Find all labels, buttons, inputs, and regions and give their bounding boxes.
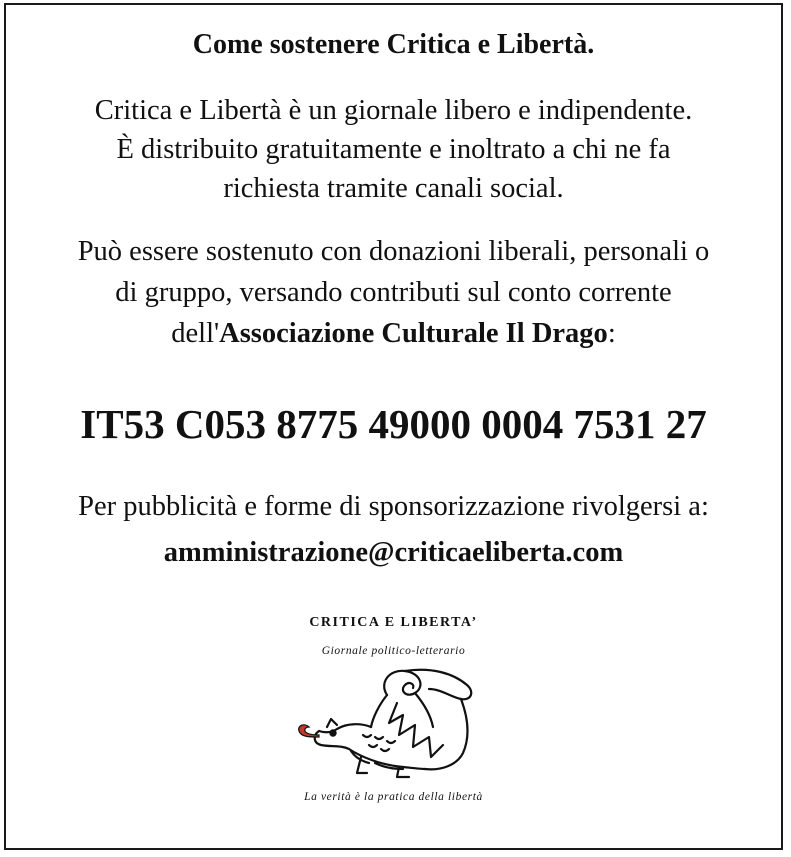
logo-motto: La verità è la pratica della libertà <box>304 791 483 803</box>
contact-email[interactable]: amministrazione@criticaeliberta.com <box>163 537 624 568</box>
page-title: Come sostenere Critica e Libertà. <box>192 29 595 60</box>
advertising-text: Per pubblicità e forme di sponsorizzazione rivolgersi a: <box>78 491 709 522</box>
logo-name: CRITICA E LIBERTA’ <box>309 615 478 630</box>
support-line-1: Può essere sostenuto con donazioni liberali, personali o <box>77 236 710 267</box>
support-paragraph <box>16 231 771 354</box>
support-notice-box <box>4 3 783 850</box>
intro-line-3: richiesta tramite canali social. <box>223 173 564 204</box>
support-line-3-prefix: dell' <box>171 318 220 349</box>
support-line-3 <box>16 313 771 354</box>
dragon-icon <box>291 665 481 780</box>
logo-subtitle: Giornale politico-letterario <box>321 645 466 657</box>
iban-code: IT53 C053 8775 49000 0004 7531 27 <box>80 401 707 447</box>
support-line-3-suffix: : <box>607 318 616 349</box>
intro-paragraph <box>26 91 761 208</box>
support-line-2: di gruppo, versando contributi sul conto corrente <box>115 277 672 308</box>
intro-line-1: Critica e Libertà è un giornale libero e indipendente. <box>94 95 693 126</box>
intro-line-2: È distribuito gratuitamente e inoltrato a chi ne fa <box>116 134 671 165</box>
association-name: Associazione Culturale Il Drago <box>219 318 608 349</box>
